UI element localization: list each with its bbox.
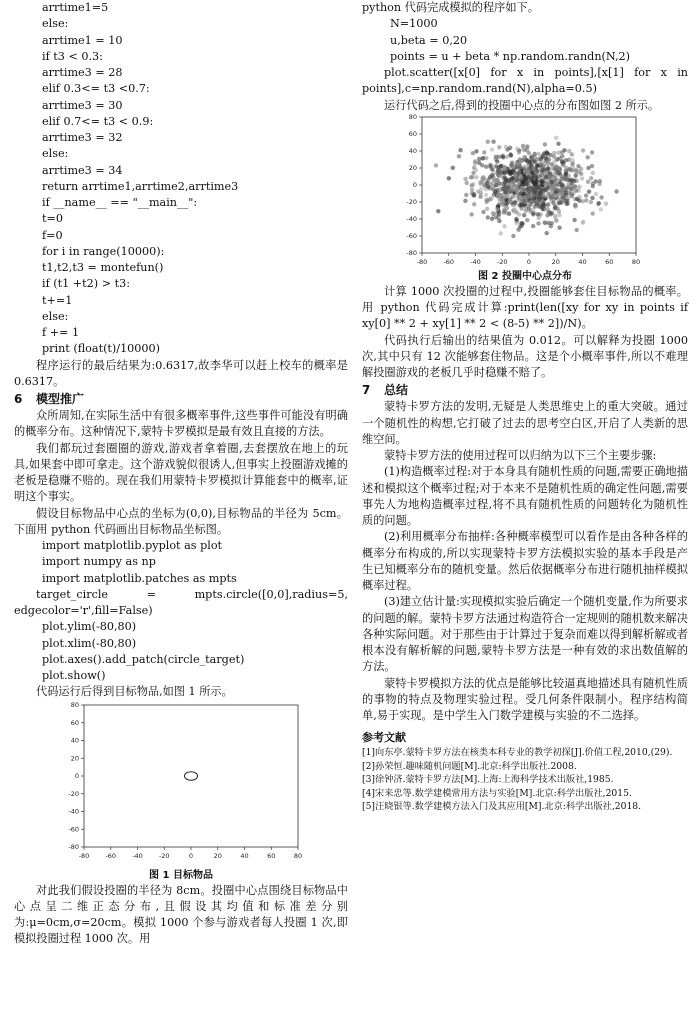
- scatter-point: [545, 151, 549, 155]
- paragraph: 计算 1000 次投圈的过程中,投圈能够套住目标物品的概率。用 python 代码完成计算:print(len([xy for xy in points if xy[0] ** 2 + xy[1] ** 2 < (8-5) ** 2])/N)。: [362, 284, 688, 331]
- plot-frame: [84, 705, 298, 847]
- paragraph: (1)构造概率过程:对于本身具有随机性质的问题,需要正确地描述和模拟这个概率过程;对于本来不是随机性质的确定性问题,需要事先人为地构造概率过程,将不具有随机性质的问题转化为随机性质的问题。: [362, 465, 688, 527]
- scatter-point: [591, 184, 595, 188]
- scatter-point: [537, 198, 541, 202]
- scatter-point: [509, 188, 513, 192]
- code-line: elif 0.3<= t3 <0.7:: [42, 82, 150, 96]
- scatter-point: [557, 168, 561, 172]
- x-tick-label: 20: [551, 257, 560, 266]
- y-tick-label: -20: [406, 197, 417, 206]
- scatter-point: [514, 173, 518, 177]
- scatter-point: [478, 180, 482, 184]
- scatter-point: [531, 165, 535, 169]
- scatter-point: [554, 135, 558, 139]
- reference-item: [3]徐钟济.蒙特卡罗方法[M].上海:上海科学技术出版社,1985.: [362, 774, 614, 786]
- scatter-point: [570, 158, 574, 162]
- x-tick-label: -40: [470, 257, 481, 266]
- scatter-point: [590, 195, 594, 199]
- scatter-point: [542, 167, 546, 171]
- x-tick-label: 0: [526, 257, 532, 266]
- scatter-point: [541, 173, 545, 177]
- y-tick-label: -20: [68, 789, 79, 798]
- y-tick-label: -60: [68, 824, 79, 833]
- scatter-point: [567, 191, 571, 195]
- scatter-point: [519, 191, 523, 195]
- scatter-point: [554, 190, 558, 194]
- scatter-point: [538, 161, 542, 165]
- paragraph: (2)利用概率分布抽样:各种概率模型可以看作是由各种各样的概率分布构成的,所以实现蒙特卡罗方法模拟实验的基本手段是产生已知概率分布的随机变量。然后依据概率分布进行随机抽样模拟概率过程。: [362, 530, 688, 592]
- scatter-point: [465, 180, 469, 184]
- scatter-point: [514, 220, 518, 224]
- scatter-point: [559, 188, 563, 192]
- code-line: elif 0.7<= t3 < 0.9:: [42, 114, 154, 128]
- x-tick-label: 40: [240, 851, 249, 860]
- scatter-point: [558, 213, 562, 217]
- code-line: if (t1 +t2) > t3:: [42, 277, 131, 291]
- code-line: arrtime3 = 30: [42, 98, 123, 112]
- code-line-wrapped: plot.scatter([x[0] for x in points],[x[1] for x in points],c=np.random.rand(N),alpha=0.5): [362, 66, 688, 96]
- code-block-plot: [14, 538, 348, 684]
- x-tick-label: 0: [188, 851, 194, 860]
- scatter-point: [575, 228, 579, 232]
- code-line: for i in range(10000):: [42, 244, 165, 258]
- x-tick-label: 60: [605, 257, 614, 266]
- scatter-point: [491, 139, 495, 143]
- code-line: import numpy as np: [42, 555, 156, 569]
- scatter-point: [513, 200, 517, 204]
- scatter-point: [508, 170, 512, 174]
- scatter-point: [550, 180, 554, 184]
- scatter-point: [536, 221, 540, 225]
- scatter-point: [604, 201, 608, 205]
- scatter-point: [563, 198, 567, 202]
- scatter-point: [531, 224, 535, 228]
- y-tick-label: 80: [70, 700, 79, 709]
- scatter-point: [525, 158, 529, 162]
- scatter-point: [544, 194, 548, 198]
- y-tick-label: 20: [408, 163, 417, 172]
- figure-1-plot: [14, 701, 348, 869]
- scatter-point: [532, 159, 536, 163]
- scatter-point: [480, 163, 484, 167]
- scatter-point: [553, 186, 557, 190]
- code-line: t1,t2,t3 = montefun(): [42, 261, 164, 274]
- y-tick-label: 60: [408, 129, 417, 138]
- y-tick-label: -40: [406, 214, 417, 223]
- paragraph: 蒙特卡罗方法的使用过程可以归纳为以下三个主要步骤:: [384, 449, 657, 462]
- scatter-point: [557, 225, 561, 229]
- scatter-point: [495, 207, 499, 211]
- scatter-point: [567, 149, 571, 153]
- paragraph: 代码执行后输出的结果值为 0.012。可以解释为投圈 1000 次,其中只有 12 次能够套住物品。这是个小概率事件,所以不难理解投圈游戏的老板几乎时稳赚不赔了。: [362, 333, 688, 379]
- scatter-point: [584, 198, 588, 202]
- scatter-point: [528, 193, 532, 197]
- scatter-point: [533, 151, 537, 155]
- code-line: plot.xlim(-80,80): [42, 636, 137, 650]
- x-tick-label: -20: [496, 257, 508, 266]
- scatter-point: [599, 195, 603, 199]
- scatter-point: [504, 144, 508, 148]
- y-tick-label: -80: [406, 248, 417, 257]
- scatter-point: [537, 204, 541, 208]
- scatter-point: [590, 150, 594, 154]
- scatter-point: [501, 199, 505, 203]
- scatter-point: [552, 197, 556, 201]
- scatter-point: [458, 148, 462, 152]
- scatter-point: [505, 205, 509, 209]
- scatter-point: [471, 151, 475, 155]
- scatter-point: [516, 180, 520, 184]
- scatter-point: [485, 181, 489, 185]
- scatter-point: [538, 191, 542, 195]
- scatter-point: [523, 164, 527, 168]
- scatter-point: [589, 176, 593, 180]
- code-line: else:: [42, 309, 69, 323]
- scatter-point: [540, 154, 544, 158]
- scatter-point: [586, 155, 590, 159]
- scatter-point: [488, 163, 492, 167]
- scatter-point: [463, 176, 467, 180]
- scatter-point: [505, 188, 509, 192]
- paragraph: 对此我们假设投圈的半径为 8cm。投圈中心点围绕目标物品中心点呈二维正态分布,且假设其均值和标准差分别为:μ=0cm,σ=20cm。模拟 1000 个参与游戏者每人投圈 1 次,即模拟投圈过程 1000 次。用: [14, 883, 348, 946]
- scatter-point: [553, 167, 557, 171]
- scatter-point: [488, 186, 492, 190]
- references-list: [362, 746, 688, 814]
- scatter-point: [451, 165, 455, 169]
- scatter-point: [490, 217, 494, 221]
- scatter-point: [558, 156, 562, 160]
- code-line: points = u + beta * np.random.randn(N,2): [390, 49, 631, 63]
- code-line: import matplotlib.patches as mpts: [42, 571, 237, 585]
- code-line: return arrtime1,arrtime2,arrtime3: [42, 179, 239, 193]
- scatter-point: [476, 189, 480, 193]
- scatter-point: [472, 202, 476, 206]
- x-tick-label: -60: [105, 851, 117, 860]
- code-line: if t3 < 0.3:: [42, 49, 103, 63]
- scatter-point: [594, 192, 598, 196]
- scatter-point: [457, 154, 461, 158]
- paragraph: 蒙特卡罗方法的发明,无疑是人类思维史上的重大突破。通过一个随机性的构想,它打破了过去的思考空白区,开启了人类新的思维空间。: [362, 400, 688, 446]
- figure-2-plot: [362, 114, 688, 270]
- code-line: print (float(t)/10000): [42, 342, 161, 356]
- scatter-point: [493, 189, 497, 193]
- right-column: [362, 0, 688, 814]
- scatter-point: [494, 154, 498, 158]
- scatter-point: [556, 141, 560, 145]
- code-line: plot.ylim(-80,80): [42, 620, 137, 634]
- scatter-point: [474, 175, 478, 179]
- scatter-point: [546, 167, 550, 171]
- reference-item: [1]向东亭.蒙特卡罗方法在核类本科专业的教学初探[J].价值工程,2010,(29).: [362, 747, 673, 759]
- scatter-point: [596, 202, 600, 206]
- scatter-point: [549, 187, 553, 191]
- scatter-point: [497, 145, 501, 149]
- y-tick-label: 40: [408, 146, 417, 155]
- scatter-point: [474, 168, 478, 172]
- paragraph: 我们都玩过套圈圈的游戏,游戏者拿着圈,去套摆放在地上的玩具,如果套中即可拿走。这个游戏貌似很诱人,但事实上投圈游戏摊的老板是稳赚不赔的。现在我们用蒙特卡罗模拟计算能套中的概率,证明这个事实。: [14, 441, 348, 504]
- scatter-point: [581, 219, 585, 223]
- scatter-point: [537, 152, 541, 156]
- scatter-point: [557, 201, 561, 205]
- result-paragraph: 程序运行的最后结果为:0.6317,故李华可以赶上校车的概率是 0.6317。: [14, 358, 348, 388]
- code-line: if __name__ == "__main__":: [42, 196, 198, 209]
- scatter-point: [567, 167, 571, 171]
- scatter-point: [546, 159, 550, 163]
- scatter-point: [486, 139, 490, 143]
- scatter-point: [566, 185, 570, 189]
- code-line: else:: [42, 147, 69, 161]
- scatter-point: [464, 192, 468, 196]
- scatter-point: [486, 215, 490, 219]
- paragraph: 运行代码之后,得到的投圈中心点的分布图如图 2 所示。: [384, 98, 660, 112]
- x-tick-label: 60: [267, 851, 276, 860]
- scatter-point: [511, 234, 515, 238]
- scatter-point: [574, 170, 578, 174]
- scatter-point: [485, 206, 489, 210]
- scatter-point: [527, 186, 531, 190]
- x-tick-label: -80: [78, 851, 90, 860]
- scatter-point: [544, 182, 548, 186]
- reference-item: [2]孙荣恒.趣味随机问题[M].北京:科学出版社.2008.: [362, 760, 577, 772]
- scatter-point: [589, 200, 593, 204]
- code-line: arrtime1 = 10: [42, 33, 123, 47]
- scatter-point: [504, 210, 508, 214]
- scatter-point: [447, 176, 451, 180]
- y-tick-label: -40: [68, 807, 79, 816]
- scatter-point: [527, 206, 531, 210]
- scatter-point: [586, 166, 590, 170]
- scatter-point: [495, 181, 499, 185]
- code-line: arrtime3 = 28: [42, 66, 123, 79]
- code-line: N=1000: [390, 17, 438, 31]
- scatter-point: [482, 150, 486, 154]
- scatter-point: [499, 163, 503, 167]
- figure-1: [14, 701, 348, 869]
- scatter-point: [504, 177, 508, 181]
- code-line-wrapped: target_circle = mpts.circle([0,0],radius=5, edgecolor='r',fill=False): [14, 587, 348, 617]
- code-line: arrtime3 = 34: [42, 163, 123, 177]
- scatter-point: [572, 218, 576, 222]
- scatter-point: [495, 159, 499, 163]
- code-line: plot.show(): [42, 669, 106, 682]
- scatter-point: [477, 157, 481, 161]
- scatter-point: [470, 187, 474, 191]
- scatter-point: [502, 224, 506, 228]
- code-line: arrtime3 = 32: [42, 131, 123, 144]
- scatter-point: [572, 179, 576, 183]
- code-line: else:: [42, 17, 69, 31]
- references-title: 参考文献: [362, 731, 406, 745]
- code-line: t+=1: [42, 293, 73, 307]
- scatter-point: [581, 148, 585, 152]
- scatter-point: [520, 221, 524, 225]
- scatter-point: [527, 166, 531, 170]
- scatter-point: [591, 211, 595, 215]
- scatter-point: [598, 179, 602, 183]
- scatter-point: [522, 213, 526, 217]
- section-number: 6: [14, 392, 23, 406]
- scatter-point: [509, 182, 513, 186]
- section-number: 7: [362, 383, 371, 398]
- y-tick-label: 40: [70, 736, 79, 745]
- scatter-point: [554, 218, 558, 222]
- y-tick-label: -60: [406, 231, 417, 240]
- scatter-point: [532, 196, 536, 200]
- scatter-point: [514, 217, 518, 221]
- scatter-point: [574, 202, 578, 206]
- code-block-sim: [362, 16, 688, 97]
- scatter-point: [469, 175, 473, 179]
- scatter-point: [587, 189, 591, 193]
- scatter-point: [511, 165, 515, 169]
- x-tick-label: 40: [578, 257, 587, 266]
- left-column: [14, 0, 348, 948]
- scatter-point: [550, 211, 554, 215]
- scatter-point: [436, 209, 440, 213]
- x-tick-label: -60: [443, 257, 455, 266]
- x-tick-label: -80: [416, 257, 428, 266]
- y-tick-label: 20: [70, 753, 79, 762]
- scatter-point: [521, 143, 525, 147]
- scatter-point: [508, 145, 512, 149]
- code-line: t=0: [42, 212, 63, 226]
- scatter-point: [546, 202, 550, 206]
- x-tick-label: 80: [631, 257, 641, 266]
- scatter-point: [491, 173, 495, 177]
- scatter-point: [579, 171, 583, 175]
- scatter-point: [463, 198, 467, 202]
- scatter-point: [486, 197, 490, 201]
- scatter-point: [525, 218, 529, 222]
- paragraph: 蒙特卡罗模拟方法的优点是能够比较逼真地描述具有随机性质的事物的特点及物理实验过程。受几何条件限制小。程序结构简单,易于实现。是中学生入门数学建模与实验的不二选择。: [362, 676, 688, 722]
- scatter-point: [553, 206, 557, 210]
- paragraph: 假设目标物品中心点的坐标为(0,0),目标物品的半径为 5cm。下面用 python 代码画出目标物品坐标图。: [14, 506, 348, 536]
- scatter-point: [536, 212, 540, 216]
- scatter-point: [523, 195, 527, 199]
- scatter-point: [434, 163, 438, 167]
- scatter-point: [478, 194, 482, 198]
- y-tick-label: 80: [408, 113, 417, 121]
- scatter-point: [514, 210, 518, 214]
- scatter-point: [545, 231, 549, 235]
- section-title: 总结: [384, 383, 409, 398]
- scatter-point: [527, 151, 531, 155]
- scatter-point: [523, 176, 527, 180]
- scatter-point: [556, 177, 560, 181]
- paragraph: python 代码完成模拟的程序如下。: [362, 1, 539, 14]
- scatter-point: [499, 231, 503, 235]
- scatter-point: [508, 152, 512, 156]
- scatter-point: [501, 187, 505, 191]
- scatter-point: [509, 199, 513, 203]
- scatter-point: [577, 184, 581, 188]
- code-line: import matplotlib.pyplot as plot: [42, 539, 223, 552]
- scatter-point: [570, 163, 574, 167]
- x-tick-label: -40: [132, 851, 143, 860]
- x-tick-label: 20: [213, 851, 222, 860]
- x-tick-label: -20: [158, 851, 170, 860]
- paragraph: 众所周知,在实际生活中有很多概率事件,这些事件可能没有明确的概率分布。这种情况下,蒙特卡罗模拟是最有效且直接的方法。: [14, 409, 348, 439]
- scatter-point: [471, 182, 475, 186]
- scatter-point: [552, 154, 556, 158]
- scatter-point: [586, 179, 590, 183]
- scatter-point: [561, 163, 565, 167]
- scatter-point: [501, 154, 505, 158]
- scatter-point: [584, 193, 588, 197]
- scatter-point: [484, 192, 488, 196]
- paragraph: (3)建立估计量:实现模拟实验后确定一个随机变量,作为所要求的问题的解。蒙特卡罗方法通过构造符合一定规则的随机数来解决各种实际问题。对于那些由于计算过于复杂而难以得到解析解或者根本没有解析解的问题,蒙特卡罗方法是一种有效的求出数值解的方法。: [362, 595, 688, 674]
- scatter-point: [576, 164, 580, 168]
- figure-2-caption: 图 2 投圈中心点分布: [478, 270, 572, 282]
- scatter-point: [481, 210, 485, 214]
- scatter-point: [481, 175, 485, 179]
- code-line: arrtime1=5: [42, 1, 109, 14]
- scatter-point: [530, 170, 534, 174]
- scatter-point: [591, 170, 595, 174]
- y-tick-label: 0: [74, 771, 79, 780]
- scatter-point: [560, 150, 564, 154]
- scatter-point: [580, 176, 584, 180]
- scatter-point: [541, 201, 545, 205]
- y-tick-label: 0: [412, 180, 417, 189]
- scatter-point: [515, 147, 519, 151]
- section-heading-6: [14, 390, 348, 408]
- reference-item: [5]汪晓银等.数学建模方法入门及其应用[M].北京:科学出版社,2018.: [362, 801, 642, 813]
- paragraph: 代码运行后得到目标物品,如图 1 所示。: [36, 685, 233, 699]
- y-tick-label: 60: [70, 718, 79, 727]
- scatter-point: [531, 212, 535, 216]
- scatter-point: [473, 161, 477, 165]
- scatter-point: [497, 219, 501, 223]
- scatter-point: [515, 189, 519, 193]
- scatter-point: [560, 194, 564, 198]
- section-heading-7: [362, 381, 688, 399]
- code-line: f=0: [42, 228, 63, 242]
- scatter-point: [521, 180, 525, 184]
- scatter-point: [519, 197, 523, 201]
- code-block-top: [14, 0, 348, 358]
- scatter-point: [481, 156, 485, 160]
- code-line: u,beta = 0,20: [390, 33, 468, 47]
- scatter-point: [599, 207, 603, 211]
- scatter-point: [570, 187, 574, 191]
- scatter-point: [503, 195, 507, 199]
- scatter-point: [614, 189, 618, 193]
- section-title: 模型推广: [36, 392, 85, 406]
- scatter-point: [534, 184, 538, 188]
- scatter-point: [575, 197, 579, 201]
- reference-item: [4]宋来忠等.数学建模常用方法与实验[M].北京:科学出版社,2015.: [362, 787, 632, 799]
- scatter-point: [490, 147, 494, 151]
- scatter-point: [563, 177, 567, 181]
- scatter-point: [470, 212, 474, 216]
- x-tick-label: 80: [293, 851, 303, 860]
- y-tick-label: -80: [68, 842, 79, 851]
- scatter-point: [543, 142, 547, 146]
- scatter-point: [472, 193, 476, 197]
- scatter-point: [519, 206, 523, 210]
- scatter-point: [526, 171, 530, 175]
- scatter-point: [557, 209, 561, 213]
- code-line: f += 1: [42, 326, 80, 339]
- figure-2: [362, 114, 688, 270]
- figure-1-caption: 图 1 目标物品: [149, 869, 213, 881]
- scatter-point: [546, 221, 550, 225]
- scatter-point: [510, 176, 514, 180]
- code-line: plot.axes().add_patch(circle_target): [42, 652, 245, 666]
- scatter-point: [544, 207, 548, 211]
